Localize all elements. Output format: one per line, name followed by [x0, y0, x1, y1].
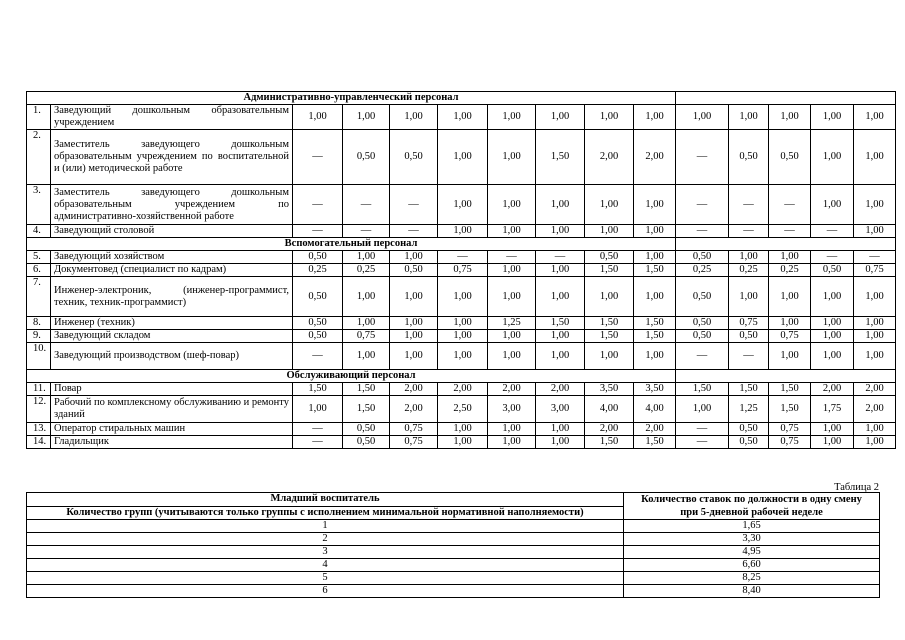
rate-cell: 1,50: [769, 383, 811, 396]
rate-cell: 0,75: [729, 317, 769, 330]
row-number: 12.: [27, 396, 51, 423]
rate-cell: 1,50: [585, 436, 634, 449]
rate-cell: 0,75: [438, 264, 488, 277]
section-header-row: [27, 238, 896, 251]
rate-cell: 1,00: [729, 251, 769, 264]
rate-cell: 1,00: [488, 423, 536, 436]
rate-cell: 0,50: [729, 423, 769, 436]
group-count: 4: [27, 559, 624, 572]
rate-cell: 1,00: [854, 330, 896, 343]
rate-cell: —: [811, 251, 854, 264]
rate-cell: 1,50: [343, 383, 390, 396]
rate-cell: 1,00: [438, 225, 488, 238]
rate-cell: 1,00: [811, 185, 854, 225]
position-name: Оператор стиральных машин: [51, 423, 293, 436]
rate-cell: 1,00: [536, 330, 585, 343]
rate-cell: —: [676, 343, 729, 370]
rate-cell: 1,00: [729, 277, 769, 317]
group-count: 3: [27, 546, 624, 559]
rate-cell: 1,00: [676, 105, 729, 130]
rate-cell: 0,50: [585, 251, 634, 264]
rate-cell: 1,00: [438, 130, 488, 185]
table-row: [27, 105, 896, 130]
rate-cell: 0,50: [390, 130, 438, 185]
table-row: [27, 396, 896, 423]
rate-cell: 1,00: [854, 277, 896, 317]
rate-cell: 0,25: [729, 264, 769, 277]
rate-cell: —: [769, 185, 811, 225]
rate-cell: 1,00: [634, 105, 676, 130]
rate-cell: —: [390, 185, 438, 225]
rate-cell: 1,00: [438, 330, 488, 343]
rate-cell: —: [536, 251, 585, 264]
rate-cell: 1,00: [811, 105, 854, 130]
rate-cell: 1,00: [854, 105, 896, 130]
table-row: [27, 559, 880, 572]
rate-cell: 1,00: [634, 225, 676, 238]
rate-value: 6,60: [624, 559, 880, 572]
rate-cell: 1,00: [343, 105, 390, 130]
rate-cell: —: [293, 225, 343, 238]
rate-cell: 1,00: [634, 343, 676, 370]
rate-cell: 4,00: [634, 396, 676, 423]
rate-cell: 1,00: [536, 105, 585, 130]
rate-cell: 0,50: [729, 130, 769, 185]
rate-cell: —: [676, 185, 729, 225]
rate-cell: 0,25: [676, 264, 729, 277]
rate-cell: 1,75: [811, 396, 854, 423]
junior-educator-table: [26, 492, 880, 598]
rate-cell: 1,00: [488, 130, 536, 185]
rate-cell: 1,00: [390, 330, 438, 343]
rate-cell: 3,50: [585, 383, 634, 396]
rate-cell: —: [293, 436, 343, 449]
rate-cell: —: [676, 225, 729, 238]
rate-cell: 1,00: [488, 105, 536, 130]
row-number: 2.: [27, 130, 51, 185]
rate-cell: 1,00: [293, 396, 343, 423]
rate-cell: —: [811, 225, 854, 238]
rate-cell: 1,50: [676, 383, 729, 396]
rate-cell: 2,00: [536, 383, 585, 396]
rate-cell: 1,00: [769, 105, 811, 130]
rate-cell: 1,00: [293, 105, 343, 130]
rate-cell: 2,00: [585, 130, 634, 185]
position-name: Повар: [51, 383, 293, 396]
rate-cell: —: [488, 251, 536, 264]
row-number: 1.: [27, 105, 51, 130]
rate-cell: 0,75: [769, 436, 811, 449]
rate-cell: 1,25: [729, 396, 769, 423]
rate-cell: 3,00: [536, 396, 585, 423]
rate-cell: —: [729, 185, 769, 225]
rate-cell: 1,00: [585, 105, 634, 130]
rate-cell: 1,00: [536, 343, 585, 370]
rate-cell: 1,00: [769, 277, 811, 317]
rate-cell: 2,00: [438, 383, 488, 396]
rate-cell: 0,50: [343, 423, 390, 436]
rate-value: 3,30: [624, 533, 880, 546]
rate-cell: 1,50: [585, 264, 634, 277]
rate-cell: —: [729, 343, 769, 370]
rate-cell: 1,00: [585, 277, 634, 317]
staff-rates-table: [26, 91, 896, 449]
rate-cell: 1,00: [390, 343, 438, 370]
rate-cell: 0,50: [729, 330, 769, 343]
rate-cell: 2,00: [854, 383, 896, 396]
row-number: 11.: [27, 383, 51, 396]
rate-cell: 1,00: [536, 264, 585, 277]
rate-cell: 1,00: [390, 277, 438, 317]
rate-cell: 1,00: [634, 185, 676, 225]
rate-cell: 0,50: [390, 264, 438, 277]
rate-cell: 0,50: [676, 251, 729, 264]
rate-cell: 0,50: [343, 436, 390, 449]
rate-cell: 2,00: [585, 423, 634, 436]
table-row: [27, 533, 880, 546]
rate-cell: —: [293, 343, 343, 370]
rate-cell: 1,25: [488, 317, 536, 330]
rate-value: 8,25: [624, 572, 880, 585]
rate-cell: 1,00: [811, 436, 854, 449]
rate-cell: 1,00: [536, 225, 585, 238]
rate-cell: 1,00: [854, 317, 896, 330]
rate-cell: 2,00: [488, 383, 536, 396]
position-name: Инженер (техник): [51, 317, 293, 330]
table-row: [27, 546, 880, 559]
rate-cell: 1,00: [729, 105, 769, 130]
rate-cell: 1,50: [769, 396, 811, 423]
section-header-blank: [676, 370, 896, 383]
rate-cell: 1,50: [729, 383, 769, 396]
rate-cell: 1,00: [811, 277, 854, 317]
rate-cell: 1,00: [438, 277, 488, 317]
group-count: 6: [27, 585, 624, 598]
rate-cell: 1,00: [438, 317, 488, 330]
rate-cell: 1,00: [488, 436, 536, 449]
rate-cell: 1,00: [343, 343, 390, 370]
rate-cell: —: [769, 225, 811, 238]
rate-cell: 1,50: [585, 330, 634, 343]
table-2-header-groups: Количество групп (учитываются только группы с исполнением минимальной нормативной наполняемости): [27, 506, 624, 520]
section-title: Административно-управленческий персонал: [27, 92, 676, 105]
rate-cell: 1,00: [585, 225, 634, 238]
rate-cell: 1,50: [343, 396, 390, 423]
table-2-header-rate: Количество ставок по должности в одну смену при 5-дневной рабочей неделе: [624, 493, 880, 520]
position-name: Рабочий по комплексному обслуживанию и ремонту зданий: [51, 396, 293, 423]
rate-value: 4,95: [624, 546, 880, 559]
rate-cell: 1,00: [390, 317, 438, 330]
rate-cell: 1,00: [854, 225, 896, 238]
rate-cell: 1,00: [488, 264, 536, 277]
row-number: 14.: [27, 436, 51, 449]
rate-cell: 2,00: [390, 383, 438, 396]
rate-cell: 1,00: [488, 277, 536, 317]
rate-cell: 0,75: [769, 330, 811, 343]
rate-cell: 1,00: [343, 317, 390, 330]
table-row: [27, 572, 880, 585]
rate-cell: —: [293, 185, 343, 225]
rate-cell: 1,00: [634, 277, 676, 317]
rate-cell: 1,00: [854, 423, 896, 436]
rate-cell: 1,00: [854, 130, 896, 185]
rate-cell: 1,00: [488, 343, 536, 370]
rate-cell: 4,00: [585, 396, 634, 423]
table-row: [27, 423, 896, 436]
position-name: Заместитель заведующего дошкольным образовательным учреждением по воспитательной и (или) методической работе: [51, 130, 293, 185]
rate-cell: 0,50: [729, 436, 769, 449]
rate-cell: 1,50: [634, 317, 676, 330]
table-2-caption: Таблица 2: [834, 482, 879, 493]
rate-cell: 1,00: [811, 343, 854, 370]
rate-cell: 1,00: [488, 225, 536, 238]
rate-cell: —: [676, 130, 729, 185]
table-row: [27, 185, 896, 225]
table-row: [27, 343, 896, 370]
rate-cell: 0,75: [769, 423, 811, 436]
section-title: Вспомогательный персонал: [27, 238, 676, 251]
rate-cell: 2,00: [634, 423, 676, 436]
table-row: [27, 225, 896, 238]
row-number: 4.: [27, 225, 51, 238]
rate-cell: 3,00: [488, 396, 536, 423]
rate-cell: 1,00: [536, 436, 585, 449]
rate-cell: 0,50: [293, 330, 343, 343]
rate-cell: 0,50: [343, 130, 390, 185]
group-count: 1: [27, 520, 624, 533]
rate-cell: 0,75: [390, 423, 438, 436]
rate-cell: —: [676, 423, 729, 436]
row-number: 6.: [27, 264, 51, 277]
row-number: 5.: [27, 251, 51, 264]
table-row: [27, 130, 896, 185]
row-number: 7.: [27, 277, 51, 317]
rate-value: 8,40: [624, 585, 880, 598]
position-name: Инженер-электроник, (инженер-программист, техник, техник-программист): [51, 277, 293, 317]
rate-cell: —: [729, 225, 769, 238]
rate-cell: 2,00: [811, 383, 854, 396]
rate-cell: 1,00: [769, 317, 811, 330]
rate-cell: 1,00: [854, 436, 896, 449]
table-row: [27, 585, 880, 598]
rate-cell: 1,00: [343, 251, 390, 264]
rate-cell: —: [343, 225, 390, 238]
table-row: [27, 264, 896, 277]
rate-cell: 1,00: [536, 423, 585, 436]
rate-cell: 1,00: [634, 251, 676, 264]
rate-cell: 1,00: [676, 396, 729, 423]
rate-cell: 0,50: [676, 277, 729, 317]
rate-cell: 1,50: [536, 317, 585, 330]
rate-cell: 1,00: [390, 105, 438, 130]
rate-cell: 0,50: [293, 317, 343, 330]
rate-cell: 0,25: [293, 264, 343, 277]
table-row: [27, 251, 896, 264]
position-name: Заведующий хозяйством: [51, 251, 293, 264]
rate-cell: 2,00: [854, 396, 896, 423]
rate-cell: 1,00: [438, 343, 488, 370]
rate-cell: 1,00: [854, 343, 896, 370]
row-number: 8.: [27, 317, 51, 330]
section-header-blank: [676, 238, 896, 251]
rate-cell: 1,50: [536, 130, 585, 185]
rate-cell: 1,00: [438, 105, 488, 130]
group-count: 5: [27, 572, 624, 585]
rate-cell: 1,00: [438, 436, 488, 449]
rate-cell: 1,50: [585, 317, 634, 330]
table-row: [27, 277, 896, 317]
rate-cell: —: [854, 251, 896, 264]
rate-cell: —: [293, 130, 343, 185]
rate-cell: 1,50: [634, 436, 676, 449]
rate-cell: 0,50: [293, 251, 343, 264]
rate-cell: 0,50: [676, 330, 729, 343]
rate-cell: 3,50: [634, 383, 676, 396]
rate-cell: —: [676, 436, 729, 449]
table-row: [27, 330, 896, 343]
rate-cell: 2,00: [634, 130, 676, 185]
rate-cell: 1,00: [488, 185, 536, 225]
row-number: 3.: [27, 185, 51, 225]
section-header-row: [27, 92, 896, 105]
rate-value: 1,65: [624, 520, 880, 533]
section-title: Обслуживающий персонал: [27, 370, 676, 383]
table-row: [27, 436, 896, 449]
table-row: [27, 383, 896, 396]
rate-cell: —: [390, 225, 438, 238]
rate-cell: 0,25: [343, 264, 390, 277]
section-header-blank: [676, 92, 896, 105]
position-name: Заведующий дошкольным образовательным учреждением: [51, 105, 293, 130]
position-name: Заведующий столовой: [51, 225, 293, 238]
rate-cell: 1,00: [343, 277, 390, 317]
table-row: [27, 520, 880, 533]
rate-cell: 1,00: [585, 343, 634, 370]
rate-cell: 1,00: [769, 343, 811, 370]
rate-cell: 0,50: [769, 130, 811, 185]
position-name: Документовед (специалист по кадрам): [51, 264, 293, 277]
rate-cell: 1,00: [811, 330, 854, 343]
rate-cell: 1,00: [811, 423, 854, 436]
rate-cell: —: [293, 423, 343, 436]
rate-cell: —: [343, 185, 390, 225]
rate-cell: 0,75: [343, 330, 390, 343]
rate-cell: 1,00: [854, 185, 896, 225]
rate-cell: 2,00: [390, 396, 438, 423]
rate-cell: 1,00: [536, 185, 585, 225]
rate-cell: 0,75: [390, 436, 438, 449]
rate-cell: 1,00: [811, 317, 854, 330]
rate-cell: 1,00: [536, 277, 585, 317]
table-row: [27, 317, 896, 330]
rate-cell: 0,50: [676, 317, 729, 330]
rate-cell: 1,00: [390, 251, 438, 264]
rate-cell: 1,50: [634, 330, 676, 343]
rate-cell: 1,50: [634, 264, 676, 277]
row-number: 10.: [27, 343, 51, 370]
table-2-header-title: Младший воспитатель: [27, 493, 624, 507]
rate-cell: 2,50: [438, 396, 488, 423]
rate-cell: 1,00: [769, 251, 811, 264]
row-number: 13.: [27, 423, 51, 436]
rate-cell: 1,00: [585, 185, 634, 225]
rate-cell: 0,50: [811, 264, 854, 277]
position-name: Заведующий производством (шеф-повар): [51, 343, 293, 370]
section-header-row: [27, 370, 896, 383]
rate-cell: 1,00: [811, 130, 854, 185]
rate-cell: 1,00: [438, 185, 488, 225]
rate-cell: 0,50: [293, 277, 343, 317]
rate-cell: 0,25: [769, 264, 811, 277]
group-count: 2: [27, 533, 624, 546]
row-number: 9.: [27, 330, 51, 343]
rate-cell: 1,00: [488, 330, 536, 343]
position-name: Заведующий складом: [51, 330, 293, 343]
position-name: Гладильщик: [51, 436, 293, 449]
rate-cell: 0,75: [854, 264, 896, 277]
position-name: Заместитель заведующего дошкольным образовательным учреждением по административно-хозяйственной работе: [51, 185, 293, 225]
rate-cell: —: [438, 251, 488, 264]
rate-cell: 1,50: [293, 383, 343, 396]
rate-cell: 1,00: [438, 423, 488, 436]
